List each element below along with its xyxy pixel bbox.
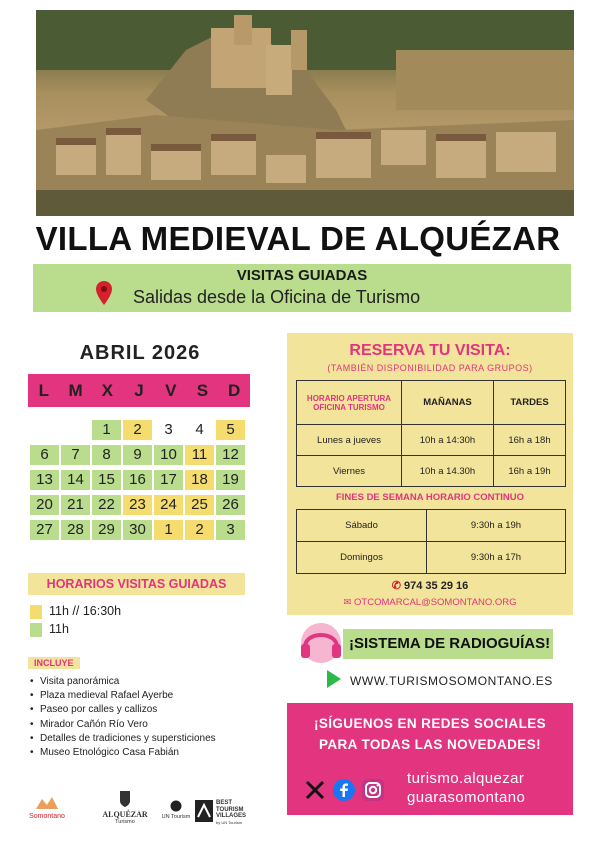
alquezar-logo [100, 790, 150, 825]
table-cell: 9:30h a 17h [427, 542, 566, 574]
best-villages-text [216, 800, 246, 826]
social-handle[interactable]: turismo.alquezar [407, 770, 525, 787]
table-cell: Sábado [297, 510, 427, 542]
calendar-weekday-header [28, 374, 250, 407]
calendar-day: 20 [30, 495, 59, 515]
table-cell: 9:30h a 19h [427, 510, 566, 542]
reservation-panel [287, 333, 573, 615]
alquezar-logo-sub: Turismo [115, 819, 135, 825]
calendar-day: 24 [154, 495, 183, 515]
table-cell: Domingos [297, 542, 427, 574]
village-illustration [36, 10, 574, 216]
calendar-day: 25 [185, 495, 214, 515]
calendar-day: 2 [185, 520, 214, 540]
calendar-day: 9 [123, 445, 152, 465]
calendar-day: 21 [61, 495, 90, 515]
calendar-day: 6 [30, 445, 59, 465]
schedule-heading: HORARIOS VISITAS GUIADAS [28, 573, 245, 595]
calendar-day: 17 [154, 470, 183, 490]
table-cell: Lunes a jueves [297, 425, 402, 456]
weekday: X [101, 381, 113, 400]
headphones-icon [296, 617, 346, 667]
social-line-1: ¡SÍGUENOS EN REDES SOCIALES [313, 716, 547, 731]
best-villages-line: TOURISM [216, 806, 244, 813]
calendar-day: 30 [123, 520, 152, 540]
calendar-day: 3 [216, 520, 245, 540]
office-hours-table [296, 380, 566, 487]
table-cell: 16h a 18h [494, 425, 566, 456]
somontano-emblem [34, 795, 60, 811]
somontano-logo [22, 795, 72, 820]
legend-label-yellow: 11h // 16:30h [49, 604, 122, 618]
calendar-day: 3 [164, 421, 173, 438]
calendar-day: 10 [154, 445, 183, 465]
social-panel [287, 703, 573, 815]
calendar-day: 7 [61, 445, 90, 465]
calendar-day: 27 [30, 520, 59, 540]
list-item: • Visita panorámica [30, 675, 216, 689]
weekday: V [165, 381, 177, 400]
un-tourism-logo [160, 800, 192, 820]
calendar-day: 14 [61, 470, 90, 490]
best-tourism-villages-logo [195, 800, 255, 826]
table-header: HORARIO APERTURA OFICINA TURISMO [297, 381, 402, 425]
list-item: • Detalles de tradiciones y supersticiones [30, 732, 216, 746]
table-cell: Viernes [297, 456, 402, 487]
alquezar-shield [119, 790, 131, 808]
includes-label: INCLUYE [28, 657, 80, 669]
calendar-day: 1 [92, 420, 121, 440]
calendar-day: 12 [216, 445, 245, 465]
email-icon: ✉ [343, 597, 352, 608]
weekday: L [38, 381, 50, 400]
weekday: S [196, 381, 209, 400]
calendar-day: 15 [92, 470, 121, 490]
un-tourism-text: UN Tourism [161, 814, 191, 820]
calendar-day: 18 [185, 470, 214, 490]
calendar-day: 16 [123, 470, 152, 490]
alquezar-logo-text: ALQUÉZAR [102, 810, 148, 819]
legend-swatch-yellow [30, 605, 42, 619]
website-link[interactable]: WWW.TURISMOSOMONTANO.ES [350, 674, 553, 688]
weekday: D [228, 381, 241, 400]
legend-label-green: 11h [49, 622, 69, 636]
phone-icon: ✆ [391, 580, 401, 592]
radio-guide-label: ¡SISTEMA DE RADIOGUÍAS! [349, 635, 551, 652]
email-address[interactable]: OTCOMARCAL@SOMONTANO.ORG [354, 597, 517, 608]
reservation-title: RESERVA TU VISITA: [349, 342, 511, 359]
un-globe-icon [170, 800, 182, 812]
page-title: VILLA MEDIEVAL DE ALQUÉZAR [35, 220, 561, 257]
calendar-day: 23 [123, 495, 152, 515]
list-item: • Mirador Cañón Río Vero [30, 718, 216, 732]
weekday: M [68, 381, 83, 400]
calendar-day: 19 [216, 470, 245, 490]
best-villages-line: VILLAGES [216, 813, 247, 819]
best-villages-line: BEST [216, 800, 233, 806]
weekday: J [134, 381, 144, 400]
table-cell: 10h a 14.30h [402, 456, 494, 487]
calendar-day: 4 [195, 421, 204, 438]
guided-visits-title: VISITAS GUIADAS [236, 267, 368, 284]
calendar-day: 1 [154, 520, 183, 540]
calendar-day: 26 [216, 495, 245, 515]
social-line-2: PARA TODAS LAS NOVEDADES! [318, 737, 542, 752]
calendar-day: 2 [123, 420, 152, 440]
facebook-icon[interactable] [333, 779, 355, 801]
village-photo [36, 10, 574, 216]
calendar-day: 29 [92, 520, 121, 540]
includes-list [30, 675, 216, 760]
calendar-day: 13 [30, 470, 59, 490]
calendar-day: 5 [216, 420, 245, 440]
table-cell: 10h a 14:30h [402, 425, 494, 456]
calendar-day: 22 [92, 495, 121, 515]
location-pin-icon [96, 281, 112, 305]
table-header: TARDES [494, 381, 566, 425]
departure-text: Salidas desde la Oficina de Turismo [133, 287, 421, 307]
table-header: MAÑANAS [402, 381, 494, 425]
play-icon [327, 670, 341, 688]
guided-visits-banner [33, 264, 571, 312]
calendar-day: 8 [92, 445, 121, 465]
reservation-subtitle: (TAMBIÉN DISPONIBILIDAD PARA GRUPOS) [327, 363, 533, 373]
phone-row [287, 579, 573, 592]
social-heading [287, 713, 573, 755]
list-item: • Paseo por calles y callizos [30, 703, 216, 717]
table-cell: 16h a 19h [494, 456, 566, 487]
x-icon[interactable] [304, 779, 326, 801]
weekend-hours-table [296, 509, 566, 574]
calendar-day: 28 [61, 520, 90, 540]
calendar-day: 11 [185, 445, 214, 465]
instagram-icon[interactable] [362, 779, 384, 801]
legend-swatch-green [30, 623, 42, 637]
list-item: • Museo Etnológico Casa Fabián [30, 746, 216, 760]
weekend-title: FINES DE SEMANA HORARIO CONTINUO [335, 492, 525, 503]
best-villages-line: by UN Tourism [216, 819, 243, 825]
best-villages-emblem [195, 800, 213, 822]
social-handle[interactable]: guarasomontano [407, 789, 526, 806]
list-item: • Plaza medieval Rafael Ayerbe [30, 689, 216, 703]
radio-guide-banner [343, 629, 553, 659]
email-row [287, 597, 573, 608]
social-handles [407, 769, 525, 807]
phone-number[interactable]: 974 35 29 16 [404, 580, 469, 592]
calendar-month: ABRIL 2026 [79, 342, 201, 364]
somontano-logo-text: Somontano [29, 813, 65, 820]
